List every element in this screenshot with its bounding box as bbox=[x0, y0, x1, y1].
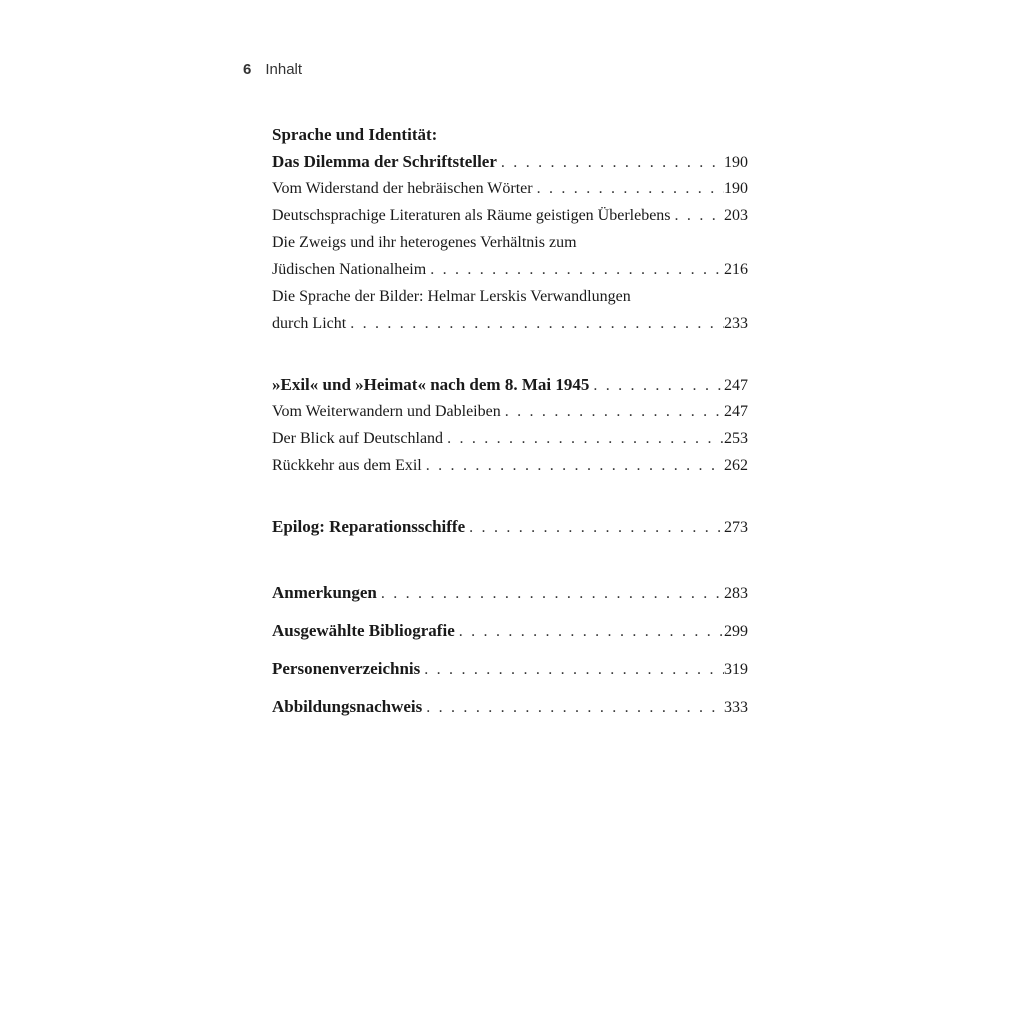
leader-dots bbox=[426, 256, 724, 283]
leader-dots bbox=[422, 689, 724, 727]
leader-dots bbox=[377, 575, 724, 613]
toc-section-heading[interactable]: »Exil« und »Heimat« nach dem 8. Mai 1945 . . . 247 bbox=[272, 371, 748, 398]
toc-entry: Die Sprache der Bilder: Helmar Lerskis Verwandlungen bbox=[272, 288, 631, 305]
toc-back-matter-entry[interactable]: Abbildungsnachweis . . . 333 bbox=[272, 688, 748, 726]
toc-entry: Die Zweigs und ihr heterogenes Verhältnis zum bbox=[272, 234, 577, 251]
page-number: 6 bbox=[243, 61, 252, 78]
toc-entry[interactable]: Der Blick auf Deutschland . . . 253 bbox=[272, 425, 748, 452]
toc-page-number: 319 bbox=[724, 661, 748, 678]
leader-dots bbox=[346, 310, 724, 337]
toc-page-number: 273 bbox=[724, 519, 748, 536]
toc-entry[interactable]: durch Licht . . . 233 bbox=[272, 310, 748, 337]
leader-dots bbox=[589, 372, 724, 399]
toc-page-number: 216 bbox=[724, 261, 748, 278]
leader-dots bbox=[443, 425, 724, 452]
leader-dots bbox=[533, 175, 724, 202]
toc-page-number: 299 bbox=[724, 623, 748, 640]
toc-entry[interactable]: Vom Weiterwandern und Dableiben . . . 247 bbox=[272, 398, 748, 425]
leader-dots bbox=[420, 651, 724, 689]
toc-page-number: 203 bbox=[724, 207, 748, 224]
toc-entry[interactable]: Jüdischen Nationalheim . . . 216 bbox=[272, 256, 748, 283]
toc-page-number: 333 bbox=[724, 699, 748, 716]
leader-dots bbox=[465, 514, 724, 541]
toc-section-heading[interactable]: Das Dilemma der Schriftsteller . . . 190 bbox=[272, 148, 748, 175]
toc-section-heading: Sprache und Identität: bbox=[272, 125, 438, 144]
toc-page-number: 233 bbox=[724, 315, 748, 332]
running-head bbox=[243, 61, 302, 78]
leader-dots bbox=[455, 613, 724, 651]
leader-dots bbox=[671, 202, 724, 229]
toc-entry[interactable]: Vom Widerstand der hebräischen Wörter . . . 190 bbox=[272, 175, 748, 202]
table-of-contents bbox=[272, 121, 748, 726]
toc-page-number: 247 bbox=[724, 377, 748, 394]
toc-page-number: 190 bbox=[724, 180, 748, 197]
toc-page-number: 262 bbox=[724, 457, 748, 474]
leader-dots bbox=[422, 452, 724, 479]
toc-page-number: 190 bbox=[724, 154, 748, 171]
toc-page-number: 283 bbox=[724, 585, 748, 602]
toc-page-number: 247 bbox=[724, 403, 748, 420]
toc-back-matter-entry[interactable]: Personenverzeichnis . . . 319 bbox=[272, 650, 748, 688]
toc-section-heading[interactable]: Epilog: Reparationsschiffe . . . 273 bbox=[272, 513, 748, 540]
toc-entry[interactable]: Deutschsprachige Literaturen als Räume geistigen Überlebens . . . 203 bbox=[272, 202, 748, 229]
running-head-title: Inhalt bbox=[265, 61, 303, 78]
toc-back-matter-entry[interactable]: Anmerkungen . . . 283 bbox=[272, 574, 748, 612]
toc-back-matter-entry[interactable]: Ausgewählte Bibliografie . . . 299 bbox=[272, 612, 748, 650]
toc-page-number: 253 bbox=[724, 430, 748, 447]
toc-entry[interactable]: Rückkehr aus dem Exil . . . 262 bbox=[272, 452, 748, 479]
leader-dots bbox=[501, 398, 724, 425]
leader-dots bbox=[497, 149, 724, 176]
